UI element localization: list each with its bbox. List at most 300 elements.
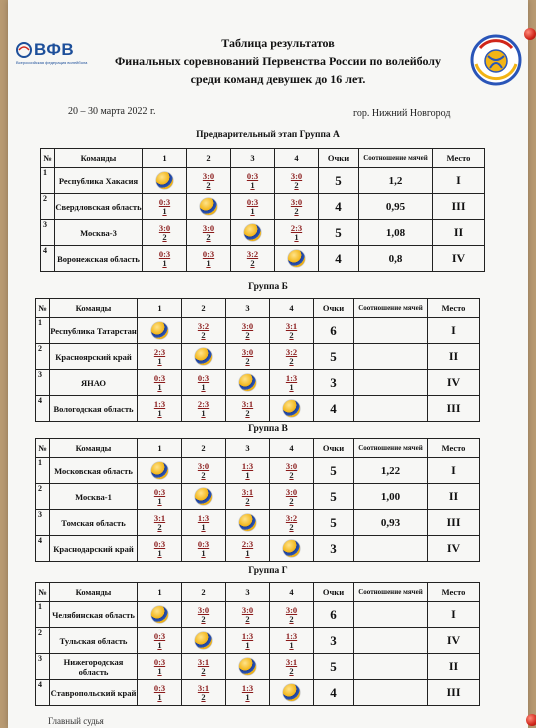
match-score: 1:3 bbox=[241, 682, 254, 693]
match-points: 2 bbox=[206, 179, 211, 190]
self-match-cell bbox=[138, 602, 182, 628]
match-result-cell bbox=[182, 396, 226, 422]
match-score: 3:1 bbox=[153, 512, 166, 523]
header-col-1: 1 bbox=[138, 583, 182, 602]
table-header-row bbox=[36, 299, 480, 318]
self-match-cell bbox=[143, 168, 187, 194]
match-result bbox=[198, 514, 209, 532]
header-ratio: Соотношение мячей bbox=[354, 299, 428, 318]
header-ratio: Соотношение мячей bbox=[359, 149, 433, 168]
volleyball-icon bbox=[151, 322, 168, 339]
match-score: 3:0 bbox=[285, 604, 298, 615]
match-score: 0:3 bbox=[246, 196, 259, 207]
match-result-cell bbox=[182, 510, 226, 536]
results-sheet bbox=[8, 0, 528, 728]
header-teams: Команды bbox=[50, 439, 138, 458]
match-score: 3:1 bbox=[241, 486, 254, 497]
match-result-cell bbox=[182, 680, 226, 706]
volleyball-icon bbox=[151, 606, 168, 623]
match-result-cell bbox=[138, 680, 182, 706]
team-name: Вологодская область bbox=[50, 396, 138, 422]
match-result-cell bbox=[143, 220, 187, 246]
match-points: 1 bbox=[250, 179, 255, 190]
volleyball-icon bbox=[239, 374, 256, 391]
match-result-cell bbox=[275, 194, 319, 220]
team-name: Краснодарский край bbox=[50, 536, 138, 562]
ball-ratio bbox=[354, 344, 428, 370]
row-number: 2 bbox=[41, 194, 55, 220]
final-place: IV bbox=[433, 246, 485, 272]
match-score: 3:0 bbox=[202, 170, 215, 181]
team-name: Томская область bbox=[50, 510, 138, 536]
ball-ratio: 0,95 bbox=[359, 194, 433, 220]
self-match-cell bbox=[187, 194, 231, 220]
match-result-cell bbox=[270, 318, 314, 344]
team-name: Москва-3 bbox=[55, 220, 143, 246]
match-result-cell bbox=[143, 194, 187, 220]
match-score: 1:3 bbox=[197, 512, 210, 523]
match-result-cell bbox=[182, 318, 226, 344]
table-row bbox=[36, 318, 480, 344]
match-result-cell bbox=[182, 536, 226, 562]
match-result bbox=[154, 488, 165, 506]
match-score: 0:3 bbox=[153, 630, 166, 641]
match-points: 1 bbox=[289, 381, 294, 392]
header-col-2: 2 bbox=[187, 149, 231, 168]
volleyball-icon bbox=[156, 172, 173, 189]
match-points: 2 bbox=[289, 521, 294, 532]
team-name: Московская область bbox=[50, 458, 138, 484]
group-title: Группа Б bbox=[248, 282, 288, 292]
match-score: 0:3 bbox=[153, 656, 166, 667]
header-col-3: 3 bbox=[226, 439, 270, 458]
match-points: 1 bbox=[245, 469, 250, 480]
team-name: Республика Хакасия bbox=[55, 168, 143, 194]
match-result-cell bbox=[231, 194, 275, 220]
total-points: 6 bbox=[314, 602, 354, 628]
match-result bbox=[198, 374, 209, 392]
match-score: 3:1 bbox=[241, 398, 254, 409]
row-number: 1 bbox=[36, 318, 50, 344]
header-teams: Команды bbox=[50, 583, 138, 602]
header-num: № bbox=[36, 439, 50, 458]
final-place: IV bbox=[428, 536, 480, 562]
match-points: 1 bbox=[157, 355, 162, 366]
group-title: Группа В bbox=[248, 424, 288, 434]
match-points: 1 bbox=[157, 665, 162, 676]
match-result-cell bbox=[226, 628, 270, 654]
match-result-cell bbox=[270, 484, 314, 510]
row-number: 1 bbox=[36, 458, 50, 484]
total-points: 3 bbox=[314, 370, 354, 396]
match-points: 2 bbox=[206, 231, 211, 242]
logo-subtitle: Всероссийская федерация волейбола bbox=[16, 60, 88, 65]
match-result bbox=[203, 250, 214, 268]
match-points: 2 bbox=[289, 665, 294, 676]
table-row bbox=[36, 628, 480, 654]
header-points: Очки bbox=[314, 583, 354, 602]
match-score: 3:2 bbox=[285, 346, 298, 357]
match-points: 1 bbox=[289, 639, 294, 650]
team-name: Воронежская область bbox=[55, 246, 143, 272]
match-points: 2 bbox=[289, 469, 294, 480]
row-number: 3 bbox=[41, 220, 55, 246]
match-result bbox=[154, 540, 165, 558]
match-points: 1 bbox=[294, 231, 299, 242]
header-ratio: Соотношение мячей bbox=[354, 583, 428, 602]
match-score: 2:3 bbox=[197, 398, 210, 409]
header-col-2: 2 bbox=[182, 299, 226, 318]
table-row bbox=[36, 654, 480, 680]
title-line-2: Финальных соревнований Первенства России по волейболу bbox=[114, 54, 442, 68]
self-match-cell bbox=[138, 458, 182, 484]
match-result bbox=[198, 540, 209, 558]
header-place: Место bbox=[428, 299, 480, 318]
header-points: Очки bbox=[314, 299, 354, 318]
header-teams: Команды bbox=[55, 149, 143, 168]
self-match-cell bbox=[270, 680, 314, 706]
match-score: 3:2 bbox=[246, 248, 259, 259]
final-place: III bbox=[428, 396, 480, 422]
final-place: II bbox=[433, 220, 485, 246]
total-points: 5 bbox=[319, 168, 359, 194]
table-row bbox=[41, 220, 485, 246]
match-result bbox=[291, 198, 302, 216]
table-row bbox=[36, 510, 480, 536]
table-row bbox=[36, 370, 480, 396]
header-col-1: 1 bbox=[138, 299, 182, 318]
volleyball-icon bbox=[283, 540, 300, 557]
total-points: 5 bbox=[314, 458, 354, 484]
match-result bbox=[198, 606, 209, 624]
row-number: 3 bbox=[36, 654, 50, 680]
ball-ratio bbox=[354, 654, 428, 680]
match-result-cell bbox=[270, 602, 314, 628]
self-match-cell bbox=[226, 510, 270, 536]
header-place: Место bbox=[428, 439, 480, 458]
match-result-cell bbox=[270, 458, 314, 484]
row-number: 1 bbox=[36, 602, 50, 628]
table-row bbox=[36, 602, 480, 628]
match-result bbox=[242, 632, 253, 650]
title-line-3: среди команд девушек до 16 лет. bbox=[190, 72, 366, 86]
final-place: IV bbox=[428, 370, 480, 396]
match-points: 1 bbox=[162, 257, 167, 268]
header-num: № bbox=[41, 149, 55, 168]
match-result bbox=[286, 348, 297, 366]
group-results-table bbox=[35, 438, 480, 562]
row-number: 3 bbox=[36, 510, 50, 536]
match-result bbox=[242, 540, 253, 558]
match-points: 2 bbox=[289, 613, 294, 624]
match-result bbox=[247, 250, 258, 268]
match-score: 0:3 bbox=[197, 372, 210, 383]
match-score: 3:2 bbox=[197, 320, 210, 331]
match-result-cell bbox=[138, 536, 182, 562]
match-result bbox=[198, 322, 209, 340]
match-score: 3:1 bbox=[285, 320, 298, 331]
match-result bbox=[291, 224, 302, 242]
match-score: 0:3 bbox=[153, 372, 166, 383]
table-row bbox=[41, 194, 485, 220]
match-result bbox=[154, 684, 165, 702]
match-score: 1:3 bbox=[153, 398, 166, 409]
volleyball-icon bbox=[239, 658, 256, 675]
match-score: 3:0 bbox=[241, 320, 254, 331]
ball-ratio bbox=[354, 628, 428, 654]
total-points: 4 bbox=[319, 246, 359, 272]
match-points: 1 bbox=[245, 639, 250, 650]
final-place: II bbox=[428, 484, 480, 510]
match-result-cell bbox=[270, 654, 314, 680]
match-score: 2:3 bbox=[290, 222, 303, 233]
match-result bbox=[286, 514, 297, 532]
match-score: 1:3 bbox=[285, 630, 298, 641]
match-result-cell bbox=[138, 510, 182, 536]
match-result-cell bbox=[187, 220, 231, 246]
match-result bbox=[198, 658, 209, 676]
match-result bbox=[291, 172, 302, 190]
match-points: 2 bbox=[162, 231, 167, 242]
header-points: Очки bbox=[314, 439, 354, 458]
match-result-cell bbox=[226, 602, 270, 628]
match-score: 3:1 bbox=[285, 656, 298, 667]
final-place: IV bbox=[428, 628, 480, 654]
match-score: 0:3 bbox=[153, 538, 166, 549]
row-number: 4 bbox=[41, 246, 55, 272]
match-points: 1 bbox=[157, 495, 162, 506]
match-points: 2 bbox=[201, 613, 206, 624]
ball-ratio bbox=[354, 370, 428, 396]
match-result bbox=[198, 684, 209, 702]
total-points: 4 bbox=[314, 396, 354, 422]
match-result bbox=[242, 462, 253, 480]
header-place: Место bbox=[433, 149, 485, 168]
match-score: 3:0 bbox=[197, 460, 210, 471]
table-row bbox=[41, 246, 485, 272]
match-points: 1 bbox=[157, 407, 162, 418]
match-score: 0:3 bbox=[246, 170, 259, 181]
match-score: 3:0 bbox=[202, 222, 215, 233]
match-score: 0:3 bbox=[197, 538, 210, 549]
volleyball-icon bbox=[283, 684, 300, 701]
row-number: 2 bbox=[36, 628, 50, 654]
header-col-3: 3 bbox=[231, 149, 275, 168]
header-points: Очки bbox=[319, 149, 359, 168]
row-number: 4 bbox=[36, 536, 50, 562]
match-result bbox=[242, 606, 253, 624]
ball-ratio: 1,22 bbox=[354, 458, 428, 484]
match-result-cell bbox=[138, 628, 182, 654]
match-score: 0:3 bbox=[153, 486, 166, 497]
match-points: 2 bbox=[250, 257, 255, 268]
total-points: 4 bbox=[319, 194, 359, 220]
table-row bbox=[36, 680, 480, 706]
volleyball-icon bbox=[195, 488, 212, 505]
header-col-1: 1 bbox=[143, 149, 187, 168]
row-number: 3 bbox=[36, 370, 50, 396]
group-title: Предварительный этап Группа А bbox=[196, 130, 340, 140]
ball-ratio: 0,93 bbox=[354, 510, 428, 536]
team-name: Республика Татарстан bbox=[50, 318, 138, 344]
match-result-cell bbox=[226, 680, 270, 706]
title-line-1: Таблица результатов bbox=[221, 36, 335, 50]
group-results-table bbox=[35, 582, 480, 706]
match-result-cell bbox=[138, 344, 182, 370]
match-result bbox=[154, 400, 165, 418]
volleyball-icon bbox=[288, 250, 305, 267]
ball-ratio bbox=[354, 536, 428, 562]
total-points: 6 bbox=[314, 318, 354, 344]
self-match-cell bbox=[226, 654, 270, 680]
total-points: 5 bbox=[314, 654, 354, 680]
match-points: 1 bbox=[201, 407, 206, 418]
row-number: 4 bbox=[36, 396, 50, 422]
volleyball-icon bbox=[195, 632, 212, 649]
push-pin-icon bbox=[524, 28, 536, 40]
ball-ratio: 1,00 bbox=[354, 484, 428, 510]
match-points: 2 bbox=[294, 179, 299, 190]
match-result-cell bbox=[138, 654, 182, 680]
volleyball-icon bbox=[239, 514, 256, 531]
ball-ratio bbox=[354, 680, 428, 706]
match-score: 3:0 bbox=[241, 346, 254, 357]
match-points: 2 bbox=[201, 329, 206, 340]
header-col-1: 1 bbox=[138, 439, 182, 458]
match-result-cell bbox=[226, 344, 270, 370]
match-points: 1 bbox=[245, 691, 250, 702]
match-score: 3:0 bbox=[285, 460, 298, 471]
table-header-row bbox=[36, 439, 480, 458]
match-result-cell bbox=[138, 484, 182, 510]
match-score: 3:1 bbox=[197, 682, 210, 693]
row-number: 4 bbox=[36, 680, 50, 706]
match-result bbox=[242, 322, 253, 340]
match-score: 1:3 bbox=[285, 372, 298, 383]
match-points: 2 bbox=[245, 329, 250, 340]
match-points: 2 bbox=[201, 469, 206, 480]
header-place: Место bbox=[428, 583, 480, 602]
table-row bbox=[36, 536, 480, 562]
match-result bbox=[203, 172, 214, 190]
match-result bbox=[154, 374, 165, 392]
self-match-cell bbox=[270, 396, 314, 422]
match-score: 0:3 bbox=[202, 248, 215, 259]
cork-board-right bbox=[528, 0, 536, 728]
match-points: 1 bbox=[250, 205, 255, 216]
competition-dates: 20 – 30 марта 2022 г. bbox=[68, 106, 156, 117]
match-result bbox=[286, 322, 297, 340]
match-result bbox=[247, 172, 258, 190]
team-name: Ставропольский край bbox=[50, 680, 138, 706]
match-score: 1:3 bbox=[241, 460, 254, 471]
match-result-cell bbox=[182, 602, 226, 628]
match-result bbox=[286, 632, 297, 650]
match-result bbox=[242, 684, 253, 702]
match-points: 2 bbox=[245, 407, 250, 418]
header-col-4: 4 bbox=[275, 149, 319, 168]
total-points: 3 bbox=[314, 628, 354, 654]
ball-ratio: 1,08 bbox=[359, 220, 433, 246]
match-points: 2 bbox=[289, 355, 294, 366]
header-col-2: 2 bbox=[182, 583, 226, 602]
header-col-4: 4 bbox=[270, 439, 314, 458]
match-points: 1 bbox=[157, 547, 162, 558]
match-score: 0:3 bbox=[153, 682, 166, 693]
self-match-cell bbox=[226, 370, 270, 396]
match-result-cell bbox=[226, 318, 270, 344]
match-score: 3:0 bbox=[290, 196, 303, 207]
team-name: ЯНАО bbox=[50, 370, 138, 396]
table-row bbox=[41, 168, 485, 194]
match-score: 3:0 bbox=[158, 222, 171, 233]
match-points: 1 bbox=[201, 521, 206, 532]
self-match-cell bbox=[270, 536, 314, 562]
match-result bbox=[154, 632, 165, 650]
final-place: II bbox=[428, 654, 480, 680]
match-result-cell bbox=[143, 246, 187, 272]
match-result bbox=[286, 488, 297, 506]
match-points: 1 bbox=[201, 547, 206, 558]
team-name: Свердловская область bbox=[55, 194, 143, 220]
match-score: 0:3 bbox=[158, 196, 171, 207]
match-result bbox=[286, 462, 297, 480]
final-place: III bbox=[428, 510, 480, 536]
team-name: Тульская область bbox=[50, 628, 138, 654]
ball-ratio bbox=[354, 396, 428, 422]
match-points: 2 bbox=[157, 521, 162, 532]
match-result-cell bbox=[226, 396, 270, 422]
volleyball-icon bbox=[283, 400, 300, 417]
match-points: 2 bbox=[245, 495, 250, 506]
match-result-cell bbox=[226, 458, 270, 484]
match-result bbox=[242, 488, 253, 506]
match-score: 3:1 bbox=[197, 656, 210, 667]
push-pin-icon bbox=[526, 714, 536, 726]
match-result bbox=[154, 658, 165, 676]
match-score: 3:0 bbox=[197, 604, 210, 615]
total-points: 5 bbox=[314, 484, 354, 510]
self-match-cell bbox=[182, 484, 226, 510]
match-score: 3:0 bbox=[290, 170, 303, 181]
match-result-cell bbox=[138, 396, 182, 422]
match-points: 1 bbox=[157, 639, 162, 650]
ball-ratio bbox=[354, 602, 428, 628]
match-result-cell bbox=[275, 220, 319, 246]
match-result-cell bbox=[270, 628, 314, 654]
match-score: 3:2 bbox=[285, 512, 298, 523]
table-row bbox=[36, 484, 480, 510]
match-result-cell bbox=[187, 168, 231, 194]
match-points: 1 bbox=[162, 205, 167, 216]
final-place: I bbox=[428, 458, 480, 484]
match-result-cell bbox=[231, 168, 275, 194]
self-match-cell bbox=[231, 220, 275, 246]
header-col-4: 4 bbox=[270, 583, 314, 602]
total-points: 5 bbox=[314, 510, 354, 536]
volleyball-icon bbox=[195, 348, 212, 365]
match-result bbox=[286, 606, 297, 624]
team-name: Москва-1 bbox=[50, 484, 138, 510]
match-score: 2:3 bbox=[241, 538, 254, 549]
match-result-cell bbox=[275, 168, 319, 194]
table-row bbox=[36, 344, 480, 370]
match-score: 1:3 bbox=[241, 630, 254, 641]
match-points: 2 bbox=[201, 691, 206, 702]
team-name: Челябинская область bbox=[50, 602, 138, 628]
match-result-cell bbox=[270, 510, 314, 536]
group-results-table bbox=[35, 298, 480, 422]
